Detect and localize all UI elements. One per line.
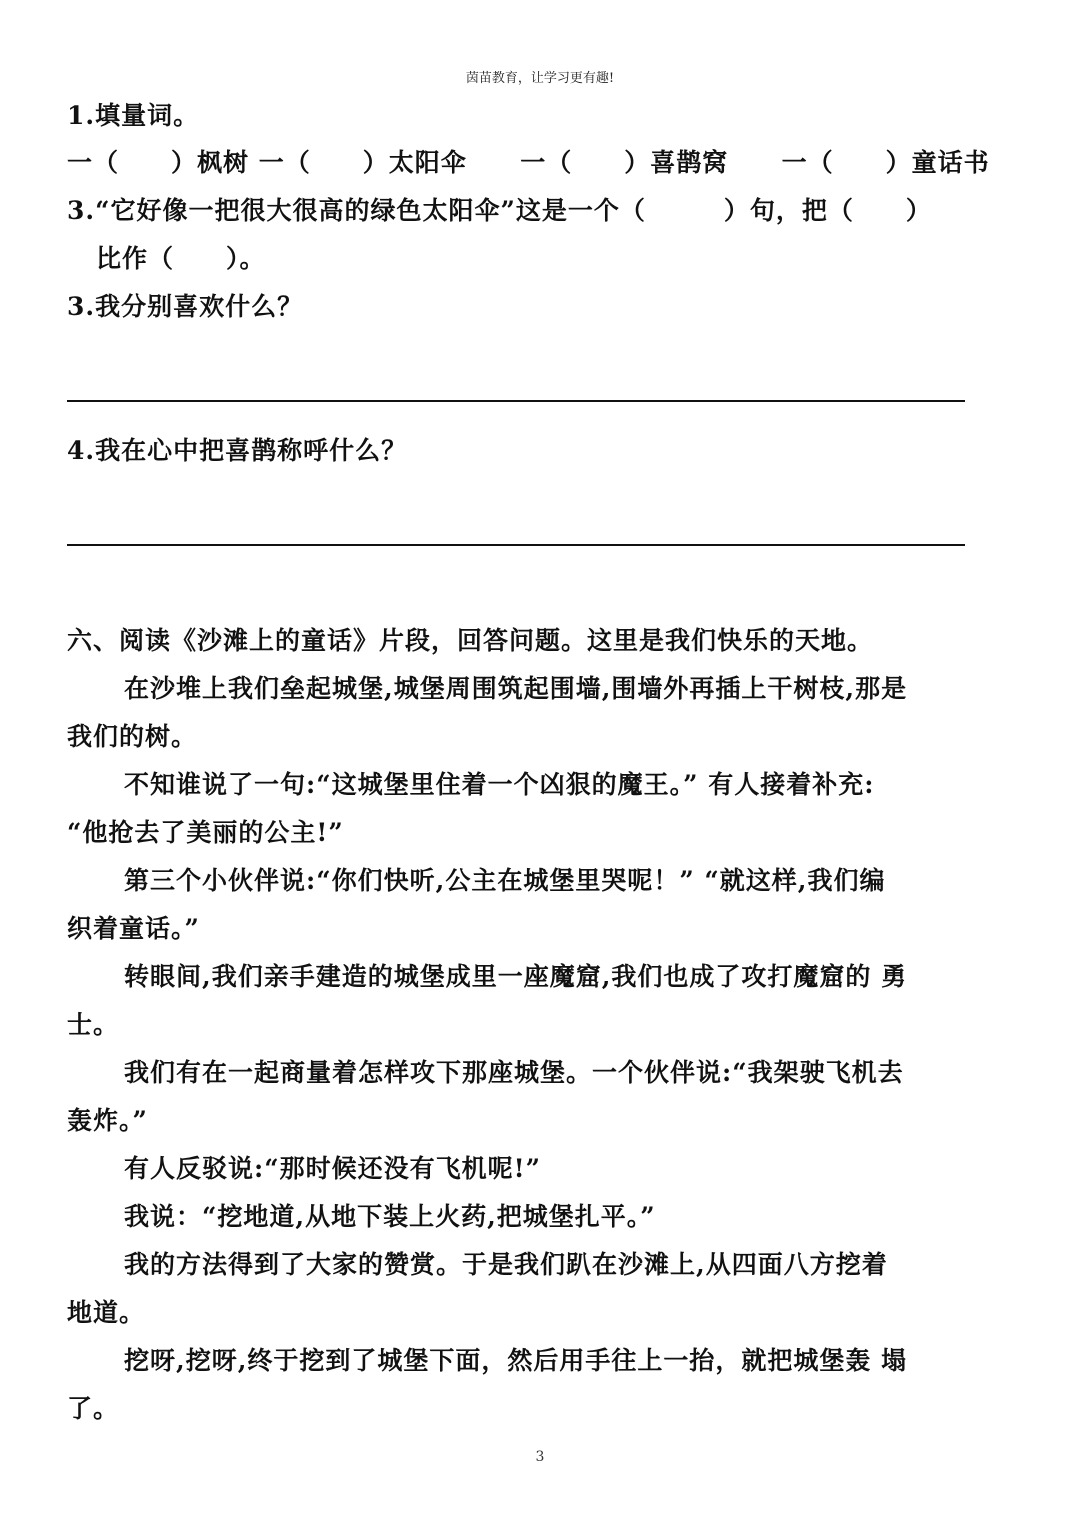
answer-line (67, 400, 965, 402)
measure-word-item: 一（ ）童话书 (781, 148, 990, 177)
passage-line: 轰炸。” (67, 1106, 148, 1135)
question-3b-title: 3.我分别喜欢什么？ (67, 292, 304, 321)
passage-line: 挖呀,挖呀,终于挖到了城堡下面，然后用手往上一抬，就把城堡轰 塌 (124, 1346, 908, 1375)
passage-line: 士。 (67, 1010, 120, 1039)
passage-line: 了。 (67, 1394, 120, 1423)
passage-line: 第三个小伙伴说:“你们快听,公主在城堡里哭呢！” “就这样,我们编 (124, 866, 886, 895)
passage-line: 我们有在一起商量着怎样攻下那座城堡。一个伙伴说:“我架驶飞机去 (124, 1058, 904, 1087)
passage-line: “他抢去了美丽的公主!” (67, 818, 344, 847)
passage-line: 我说：“挖地道,从地下装上火药,把城堡扎平。” (124, 1202, 656, 1231)
passage-line: 不知谁说了一句:“这城堡里住着一个凶狠的魔王。” 有人接着补充: (124, 770, 875, 799)
passage-line: 织着童话。” (67, 914, 200, 943)
answer-line (67, 544, 965, 546)
passage-line: 地道。 (67, 1298, 146, 1327)
page-number: 3 (535, 1449, 545, 1465)
question-1-title: 1.填量词。 (67, 101, 200, 130)
passage-line: 在沙堆上我们垒起城堡,城堡周围筑起围墙,围墙外再插上干树枝,那是 (124, 674, 908, 703)
passage-line: 有人反驳说:“那时候还没有飞机呢!” (124, 1154, 541, 1183)
question-1-items (67, 148, 990, 178)
passage-line: 我的方法得到了大家的赞赏。于是我们趴在沙滩上,从四面八方挖着 (124, 1250, 888, 1279)
measure-word-item: 一（ ）太阳伞 (258, 148, 467, 177)
page-header: 茵苗教育，让学习更有趣! (465, 71, 615, 86)
section-6-title: 六、阅读《沙滩上的童话》片段，回答问题。这里是我们快乐的天地。 (67, 626, 874, 655)
measure-word-item: 一（ ）喜鹊窝 (520, 148, 729, 177)
question-3a-line-2: 比作（ ）。 (96, 244, 266, 273)
passage-line: 我们的树。 (67, 722, 198, 751)
measure-word-item: 一（ ）枫树 (67, 148, 250, 177)
question-4-title: 4.我在心中把喜鹊称呼什么？ (67, 436, 408, 465)
question-3a-line-1: 3.“它好像一把很大很高的绿色太阳伞”这是一个（ ）句，把（ ） (67, 196, 932, 225)
passage-line: 转眼间,我们亲手建造的城堡成里一座魔窟,我们也成了攻打魔窟的 勇 (124, 962, 908, 991)
